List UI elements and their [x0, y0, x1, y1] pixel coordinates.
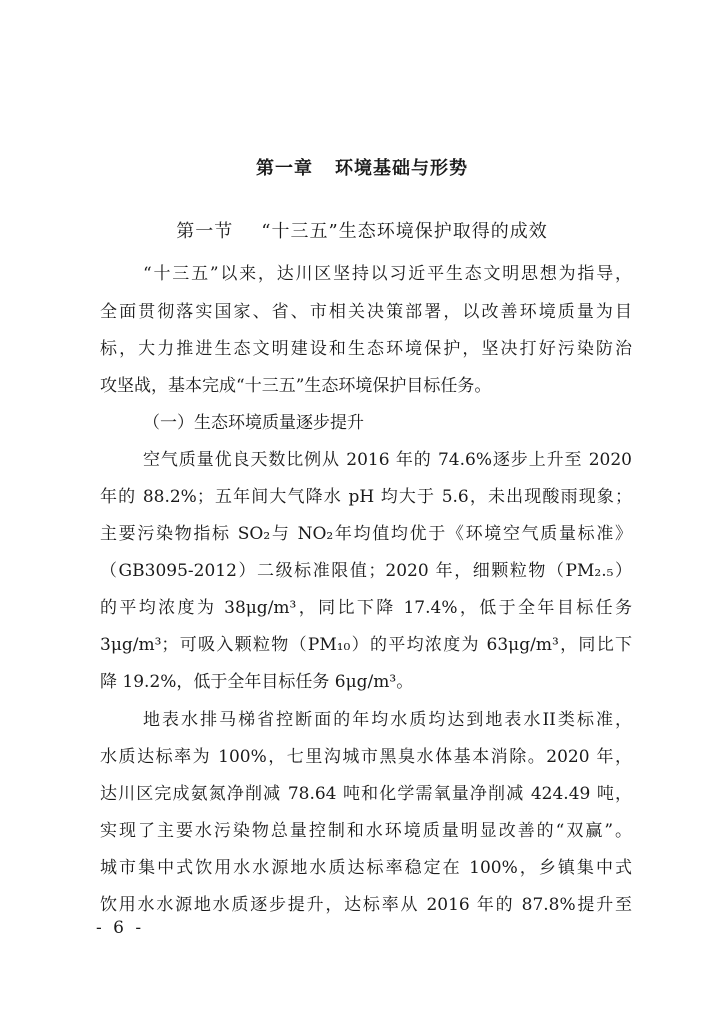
chapter-heading [0, 154, 724, 180]
para3-line5: 城市集中式饮用水水源地水质达标率稳定在 100%，乡镇集中式 [100, 858, 632, 878]
para2-line3: 主要污染物指标 SO₂与 NO₂年均值均优于《环境空气质量标准》 [100, 524, 632, 544]
section-heading [0, 217, 724, 243]
para3-line3: 达川区完成氨氮净削减 78.64 吨和化学需氧量净削减 424.49 吨， [100, 784, 632, 804]
section-title: “十三五”生态环境保护取得的成效 [261, 221, 548, 242]
page-number: - 6 - [96, 918, 145, 938]
para2-line4: （GB3095-2012）二级标准限值；2020 年，细颗粒物（PM₂.₅） [100, 561, 632, 581]
para2-line6: 3μg/m³；可吸入颗粒物（PM₁₀）的平均浓度为 63μg/m³，同比下 [100, 635, 632, 655]
subsection-heading: （一）生态环境质量逐步提升 [143, 413, 364, 433]
para1-line4: 攻坚战，基本完成“十三五”生态环境保护目标任务。 [100, 376, 492, 396]
para3-line1: 地表水排马梯省控断面的年均水质均达到地表水II类标准， [143, 710, 632, 730]
para3-line2: 水质达标率为 100%，七里沟城市黑臭水体基本消除。2020 年， [100, 747, 632, 767]
para3-line6: 饮用水水源地水质逐步提升，达标率从 2016 年的 87.8%提升至 [100, 895, 632, 915]
para2-line5: 的平均浓度为 38μg/m³，同比下降 17.4%，低于全年目标任务 [100, 598, 632, 618]
section-number: 第一节 [176, 221, 234, 242]
para1-line3: 标，大力推进生态文明建设和生态环境保护，坚决打好污染防治 [100, 339, 632, 359]
chapter-title: 环境基础与形势 [335, 158, 468, 179]
chapter-number: 第一章 [256, 158, 313, 179]
para1-line1: “十三五”以来，达川区坚持以习近平生态文明思想为指导， [143, 264, 632, 284]
para2-line1: 空气质量优良天数比例从 2016 年的 74.6%逐步上升至 2020 [143, 450, 632, 470]
para2-line7: 降 19.2%，低于全年目标任务 6μg/m³。 [100, 672, 414, 692]
para2-line2: 年的 88.2%；五年间大气降水 pH 均大于 5.6，未出现酸雨现象； [100, 487, 632, 507]
para1-line2: 全面贯彻落实国家、省、市相关决策部署，以改善环境质量为目 [100, 302, 632, 322]
para3-line4: 实现了主要水污染物总量控制和水环境质量明显改善的“双赢”。 [100, 821, 632, 841]
